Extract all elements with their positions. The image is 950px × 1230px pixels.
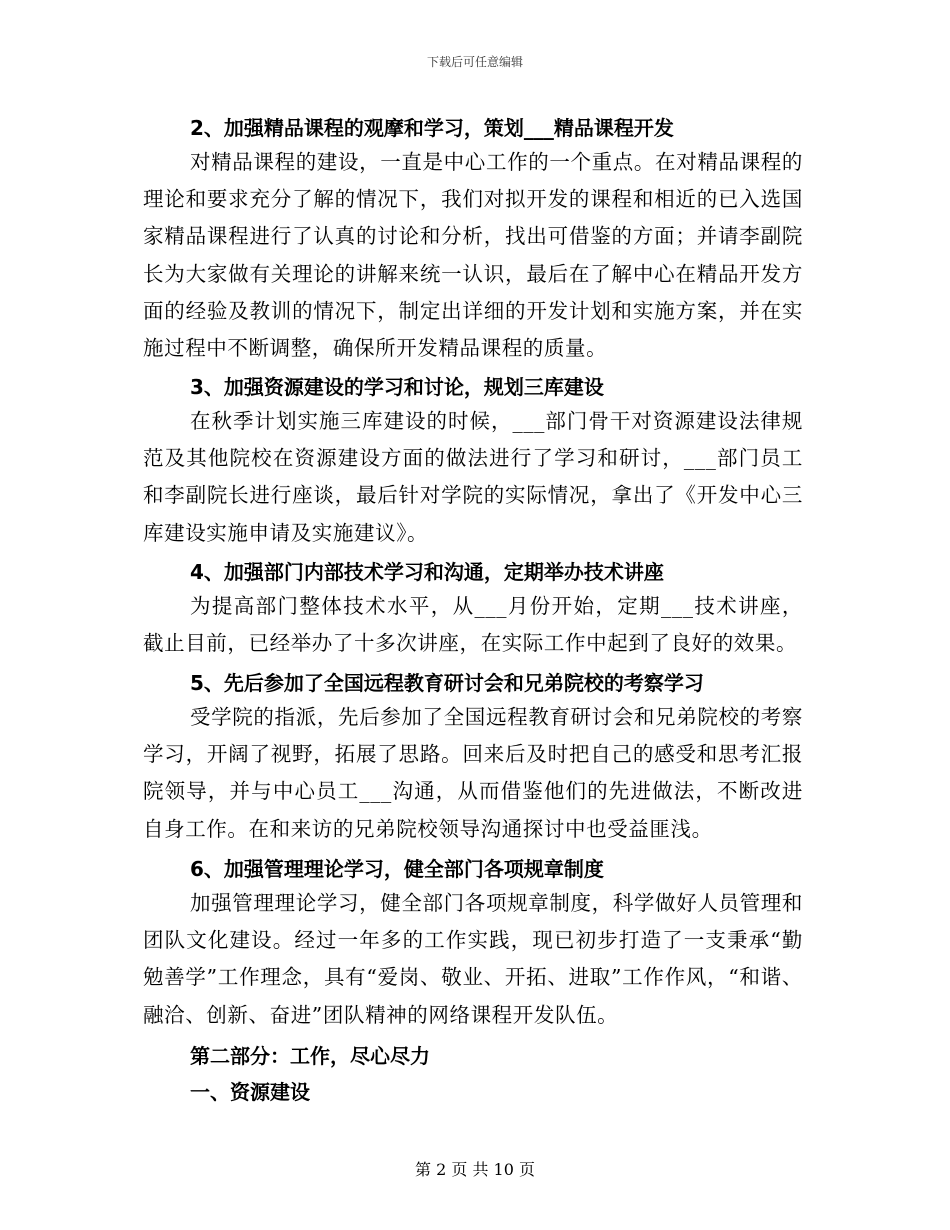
section-heading-2: 2、加强精品课程的观摩和学习，策划___精品课程开发 — [190, 116, 674, 140]
section-body-6: 加强管理理论学习，健全部门各项规章制度，科学做好人员管理和团队文化建设。经过一年多的工作实践，现已初步打造了一支秉承“勤勉善学”工作理念，具有“爱岗、敬业、开拓、进取”工作作风，“和谐、融洽、创新、奋进”团队精神的网络课程开发队伍。 — [143, 891, 803, 1027]
section-body-2: 对精品课程的建设，一直是中心工作的一个重点。在对精品课程的理论和要求充分了解的情况下，我们对拟开发的课程和相近的已入选国家精品课程进行了认真的讨论和分析，找出可借鉴的方面；并请李副院长为大家做有关理论的讲解来统一认识，最后在了解中心在精品开发方面的经验及教训的情况下，制定出详细的开发计划和实施方案，并在实施过程中不断调整，确保所开发精品课程的质量。 — [143, 150, 803, 361]
sub-title: 一、资源建设 — [190, 1080, 310, 1104]
section-heading-4: 4、加强部门内部技术学习和沟通，定期举办技术讲座 — [190, 560, 664, 584]
section-body-4: 为提高部门整体技术水平，从___月份开始，定期___技术讲座，截止目前，已经举办了十多次讲座，在实际工作中起到了良好的效果。 — [143, 594, 803, 656]
page-header: 下载后可任意编辑 — [426, 55, 523, 69]
section-heading-3: 3、加强资源建设的学习和讨论，规划三库建设 — [190, 375, 604, 399]
section-body-3: 在秋季计划实施三库建设的时候，___部门骨干对资源建设法律规范及其他院校在资源建设方面的做法进行了学习和研讨，___部门员工和李副院长进行座谈，最后针对学院的实际情况，拿出了《开发中心三库建设实施申请及实施建议》。 — [143, 409, 803, 545]
section-heading-6: 6、加强管理理论学习，健全部门各项规章制度 — [190, 857, 604, 881]
section-heading-5: 5、先后参加了全国远程教育研讨会和兄弟院校的考察学习 — [190, 671, 704, 695]
page-footer: 第 2 页 共 10 页 — [415, 1160, 535, 1179]
section-body-5: 受学院的指派，先后参加了全国远程教育研讨会和兄弟院校的考察学习，开阔了视野，拓展了思路。回来后及时把自己的感受和思考汇报院领导，并与中心员工___沟通，从而借鉴他们的先进做法，不断改进自身工作。在和来访的兄弟院校领导沟通探讨中也受益匪浅。 — [143, 705, 803, 841]
part-title: 第二部分：工作，尽心尽力 — [190, 1044, 430, 1068]
